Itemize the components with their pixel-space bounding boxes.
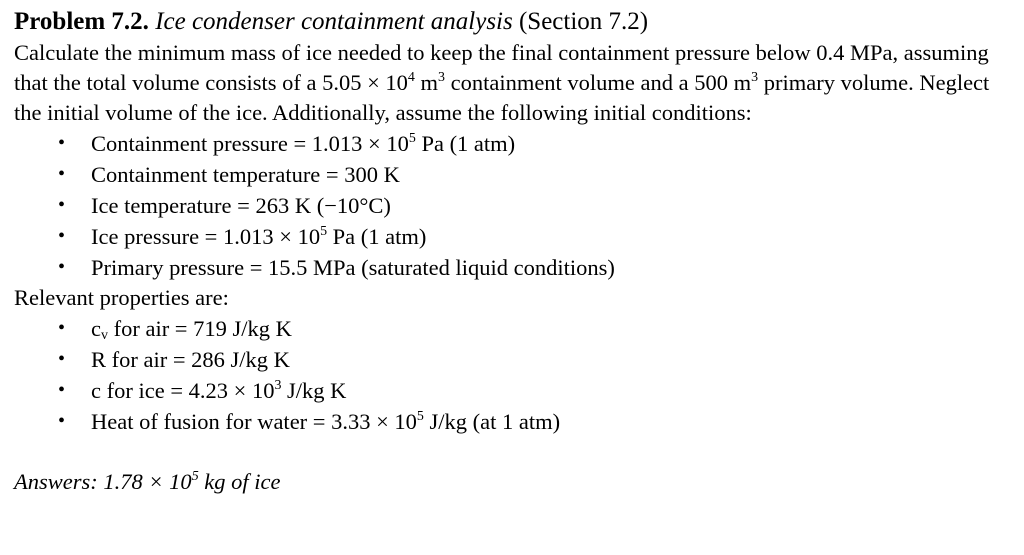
property-symbol: c <box>91 316 101 341</box>
list-item <box>54 375 1010 406</box>
list-item <box>54 313 1010 344</box>
condition-text: Containment temperature = 300 K <box>91 162 400 187</box>
problem-number: Problem 7.2. <box>14 8 149 35</box>
bullet-icon: • <box>58 256 66 278</box>
condition-exp: 5 <box>408 130 416 146</box>
problem-topic: Ice condenser containment analysis <box>155 8 513 35</box>
answers-unit: kg of ice <box>198 469 281 494</box>
property-text: c for ice = 4.23 × 10 <box>91 378 275 403</box>
condition-unit: Pa (1 atm) <box>415 131 516 156</box>
answers-text: Answers: 1.78 × 10 <box>14 469 192 494</box>
condition-exp: 5 <box>320 223 328 239</box>
statement-text-4: primary volume. Neglect the initial volume of the ice. Additionally, assume the following initial conditions: <box>14 70 990 125</box>
list-item <box>54 406 1010 437</box>
bullet-icon: • <box>58 225 66 247</box>
bullet-icon: • <box>58 410 66 432</box>
property-text: Heat of fusion for water = 3.33 × 10 <box>91 409 417 434</box>
properties-list <box>14 313 1010 437</box>
condition-text: Ice temperature = 263 K (−10°C) <box>91 193 391 218</box>
initial-conditions-list <box>14 128 1010 283</box>
bullet-icon: • <box>58 348 66 370</box>
property-exp: 3 <box>274 377 282 393</box>
statement-text-1: Calculate the minimum mass of ice needed to keep the final containment pressure below 0.4 MPa, assuming that the total volume consists of a 5.05 × 10 <box>14 40 989 95</box>
answers-exp: 5 <box>191 468 199 484</box>
bullet-icon: • <box>58 317 66 339</box>
condition-text: Ice pressure = 1.013 × 10 <box>91 224 321 249</box>
condition-text: Primary pressure = 15.5 MPa (saturated liquid conditions) <box>91 255 615 280</box>
property-exp: 5 <box>416 408 424 424</box>
bullet-icon: • <box>58 379 66 401</box>
condition-unit: Pa (1 atm) <box>327 224 427 249</box>
property-subscript: v <box>101 327 108 343</box>
property-unit: J/kg K <box>281 378 347 403</box>
list-item <box>54 190 1010 221</box>
list-item <box>54 252 1010 283</box>
statement-text-3: containment volume and a 500 m <box>444 70 752 95</box>
bullet-icon: • <box>58 194 66 216</box>
property-text: R for air = 286 J/kg K <box>91 347 290 372</box>
list-item <box>54 159 1010 190</box>
statement-text-2: m <box>414 70 438 95</box>
properties-heading: Relevant properties are: <box>14 285 229 310</box>
answers-line <box>14 467 1010 497</box>
property-text: for air = 719 J/kg K <box>107 316 292 341</box>
problem-title <box>14 6 1010 38</box>
list-item <box>54 344 1010 375</box>
statement-exp-1: 4 <box>407 69 415 85</box>
statement-exp-3: 3 <box>751 69 759 85</box>
list-item <box>54 128 1010 159</box>
condition-text: Containment pressure = 1.013 × 10 <box>91 131 409 156</box>
property-unit: J/kg (at 1 atm) <box>423 409 561 434</box>
statement-exp-2: 3 <box>438 69 445 85</box>
problem-section: (Section 7.2) <box>518 8 649 35</box>
list-item <box>54 221 1010 252</box>
problem-statement <box>14 38 1010 128</box>
bullet-icon: • <box>58 163 66 185</box>
bullet-icon: • <box>58 132 66 154</box>
